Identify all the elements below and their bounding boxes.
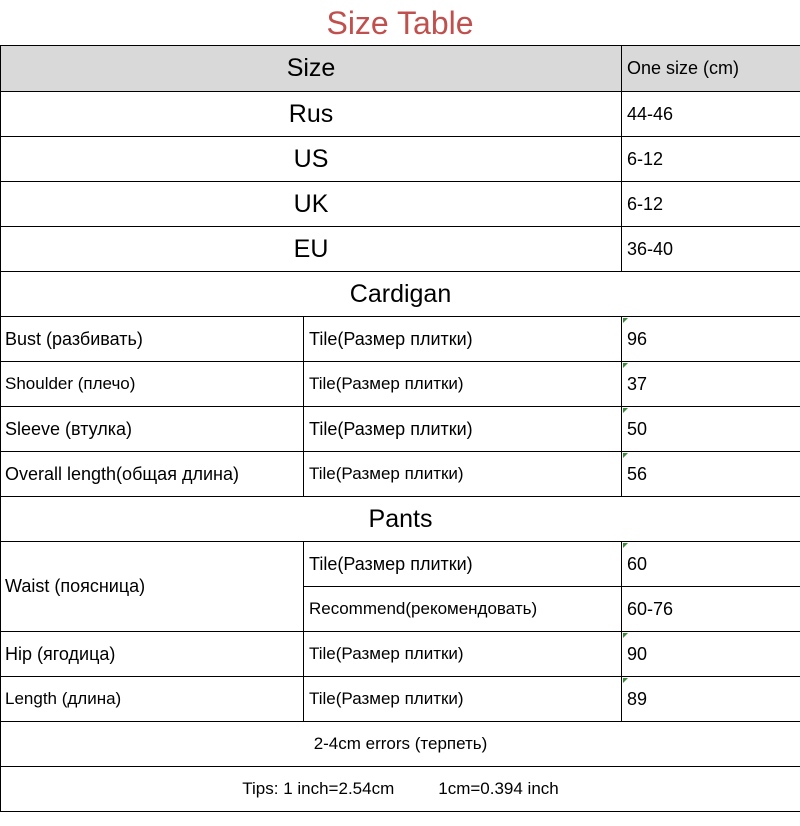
- method-label: Tile(Размер плитки): [304, 632, 622, 677]
- measure-value: [622, 362, 800, 407]
- size-row-uk: [1, 182, 800, 227]
- cell-marker: [623, 408, 628, 413]
- measure-value: [622, 632, 800, 677]
- conversion-tips: [1, 767, 800, 812]
- measure-label: Waist (поясница): [1, 542, 304, 632]
- measure-label: Length (длина): [1, 677, 304, 722]
- size-value: 6-12: [622, 137, 800, 182]
- method-label: Tile(Размер плитки): [304, 677, 622, 722]
- measure-label: Shoulder (плечо): [1, 362, 304, 407]
- size-row-rus: [1, 92, 800, 137]
- cardigan-row-sleeve: [1, 407, 800, 452]
- error-note: 2-4cm errors (терпеть): [1, 722, 800, 767]
- measure-label: Bust (разбивать): [1, 317, 304, 362]
- size-label: UK: [1, 182, 622, 227]
- measure-value: [622, 542, 800, 587]
- size-label: US: [1, 137, 622, 182]
- size-row-us: [1, 137, 800, 182]
- size-row-eu: [1, 227, 800, 272]
- pants-section-title: Pants: [1, 497, 800, 542]
- cell-marker: [623, 453, 628, 458]
- cell-marker: [623, 678, 628, 683]
- measure-value-text: 60: [627, 553, 648, 574]
- pants-row-length: [1, 677, 800, 722]
- measure-label: Sleeve (втулка): [1, 407, 304, 452]
- measure-value-text: 96: [627, 328, 648, 349]
- cell-marker: [623, 318, 628, 323]
- method-label: Tile(Размер плитки): [304, 542, 622, 587]
- method-label: Tile(Размер плитки): [304, 407, 622, 452]
- measure-value: [622, 317, 800, 362]
- pants-row-waist-tile: [1, 542, 800, 587]
- measure-value-text: 89: [627, 688, 648, 709]
- method-label: Recommend(рекомендовать): [304, 587, 622, 632]
- size-value: 44-46: [622, 92, 800, 137]
- method-label: Tile(Размер плитки): [304, 317, 622, 362]
- unit-column-header: One size (cm): [622, 46, 800, 92]
- cell-marker: [623, 363, 628, 368]
- size-label: EU: [1, 227, 622, 272]
- size-column-header: Size: [1, 46, 622, 92]
- cell-marker: [623, 543, 628, 548]
- method-label: Tile(Размер плитки): [304, 452, 622, 497]
- cardigan-row-overall-length: [1, 452, 800, 497]
- size-table: [0, 45, 800, 812]
- cardigan-row-bust: [1, 317, 800, 362]
- measure-value: 60-76: [622, 587, 800, 632]
- cell-marker: [623, 633, 628, 638]
- cardigan-row-shoulder: [1, 362, 800, 407]
- measure-value: [622, 407, 800, 452]
- measure-label: Hip (ягодица): [1, 632, 304, 677]
- page-title: Size Table: [326, 5, 474, 41]
- pants-section-row: [1, 497, 800, 542]
- table-header-row: [1, 46, 800, 92]
- cm-to-inch-tip: 1cm=0.394 inch: [438, 779, 559, 798]
- size-label: Rus: [1, 92, 622, 137]
- measure-value: [622, 677, 800, 722]
- size-value: 6-12: [622, 182, 800, 227]
- inch-to-cm-tip: Tips: 1 inch=2.54cm: [242, 779, 395, 798]
- size-value: 36-40: [622, 227, 800, 272]
- cardigan-section-title: Cardigan: [1, 272, 800, 317]
- measure-label: Overall length(общая длина): [1, 452, 304, 497]
- measure-value-text: 37: [627, 373, 648, 394]
- error-note-row: [1, 722, 800, 767]
- tips-row: [1, 767, 800, 812]
- pants-row-hip: [1, 632, 800, 677]
- measure-value-text: 90: [627, 643, 648, 664]
- cardigan-section-row: [1, 272, 800, 317]
- method-label: Tile(Размер плитки): [304, 362, 622, 407]
- measure-value-text: 50: [627, 418, 648, 439]
- measure-value-text: 56: [627, 463, 648, 484]
- measure-value: [622, 452, 800, 497]
